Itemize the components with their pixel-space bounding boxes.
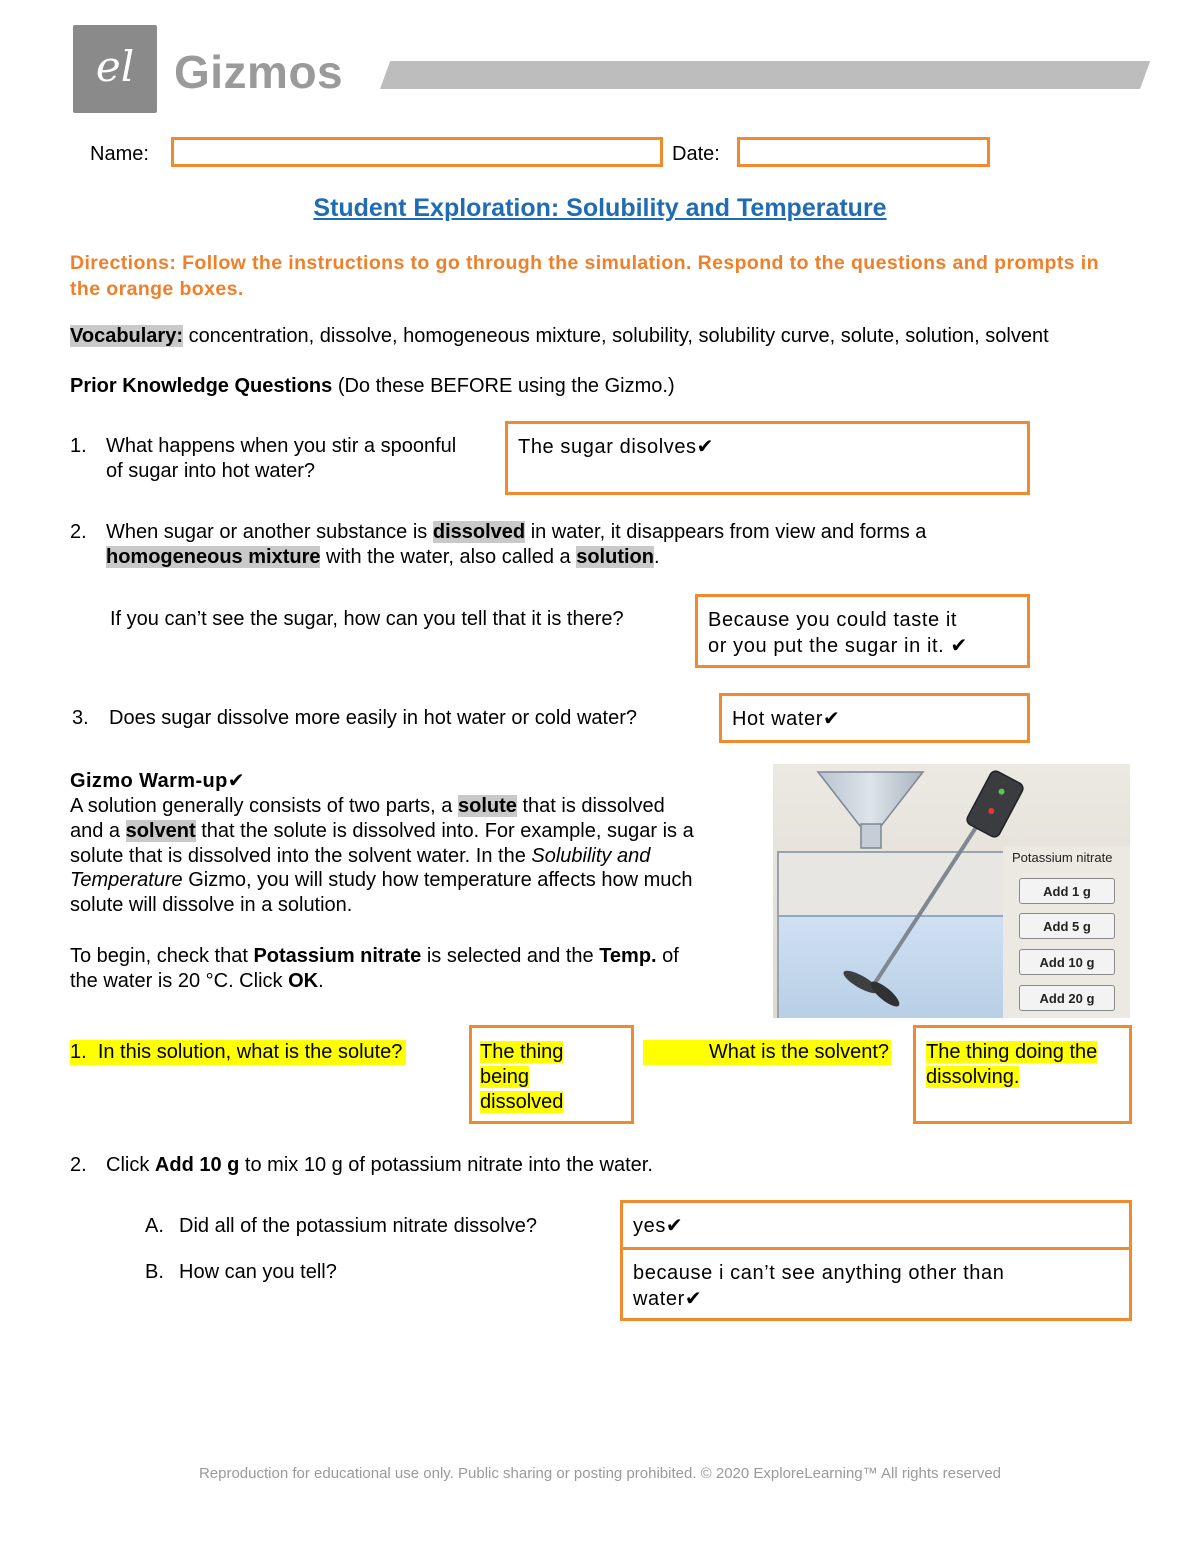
warmup-q1-answer-box[interactable] <box>469 1025 634 1124</box>
warmup-heading: Gizmo Warm-up✔ <box>70 770 245 792</box>
logo-glyph: el <box>95 42 135 91</box>
gizmos-brand: Gizmos <box>174 46 344 98</box>
warmup-p1-gizmo-title-a: Solubility and <box>531 844 651 867</box>
warmup-p2-c: is selected and the <box>426 945 594 967</box>
warmup-q1-line <box>70 1040 406 1065</box>
header-bar <box>380 61 1150 89</box>
pk-q3-text: Does sugar dissolve more easily in hot water or cold water? <box>109 707 638 729</box>
pk-q1-number: 1. <box>70 435 87 457</box>
prior-knowledge-heading <box>70 374 675 399</box>
warmup-q1-text: In this solution, what is the solute? <box>97 1041 403 1063</box>
warmup-qa-text: Did all of the potassium nitrate dissolve? <box>179 1215 537 1237</box>
warmup-p1-j: Gizmo, you will study how temperature affects how much <box>188 869 693 892</box>
pk-q2-term-dissolved: dissolved <box>432 521 526 543</box>
warmup-qb-answer <box>623 1250 1129 1312</box>
warmup-qb-text: How can you tell? <box>179 1261 337 1283</box>
vocabulary-terms: concentration, dissolve, homogeneous mixture, solubility, solubility curve, solute, solution, solvent <box>188 325 1049 347</box>
warmup-p2-potassium-nitrate: Potassium nitrate <box>253 945 422 967</box>
warmup-q2-number: 2. <box>70 1154 87 1176</box>
pk-q2-answer-box[interactable] <box>695 594 1030 668</box>
pk-q2-period: . <box>653 546 660 568</box>
warmup-qb-answer-box[interactable] <box>620 1247 1132 1321</box>
vocabulary-line <box>70 324 1150 349</box>
warmup-qa-answer: yes✔ <box>633 1215 684 1237</box>
pk-q3-number: 3. <box>72 707 89 729</box>
warmup-q1-answer-line1: The thing <box>480 1041 564 1063</box>
pk-q1-line2: of sugar into hot water? <box>106 460 316 482</box>
warmup-q1b-answer <box>916 1028 1129 1090</box>
pk-q2-term-solution: solution <box>576 546 654 568</box>
pk-q1-answer-box[interactable] <box>505 421 1030 495</box>
add-5g-button[interactable]: Add 5 g <box>1019 913 1115 939</box>
add-1g-button[interactable]: Add 1 g <box>1019 878 1115 904</box>
warmup-q1-answer <box>472 1028 631 1115</box>
add-20g-button[interactable]: Add 20 g <box>1019 985 1115 1011</box>
warmup-q1b-text: What is the solvent? <box>643 1040 891 1065</box>
pk-q2-text <box>106 520 1106 570</box>
gizmo-screenshot <box>773 764 1130 1018</box>
pk-q3-answer: Hot water✔ <box>732 708 841 730</box>
warmup-q2-text <box>106 1153 1006 1178</box>
warmup-paragraph-1 <box>70 794 760 918</box>
warmup-p1-k: solute will dissolve in a solution. <box>70 894 353 917</box>
pk-q2-part-c: in water, it disappears from view and forms a <box>530 521 927 543</box>
prior-knowledge-note: (Do these BEFORE using the Gizmo.) <box>337 375 675 397</box>
pk-q2-answer <box>698 597 1027 659</box>
warmup-p1-d: and a <box>70 819 121 842</box>
warmup-q1b-answer-box[interactable] <box>913 1025 1132 1124</box>
explorelearning-logo <box>73 25 157 113</box>
pk-q3-answer-box[interactable] <box>719 693 1030 743</box>
warmup-p2-a: To begin, check that <box>70 945 248 967</box>
warmup-qb-answer-line1: because i can’t see anything other than <box>633 1262 1005 1284</box>
warmup-p2-period: . <box>318 969 324 992</box>
pk-q1-text <box>106 434 506 484</box>
directions-text: Directions: Follow the instructions to go through the simulation. Respond to the questions and prompts in the orange boxes. <box>70 252 1099 300</box>
warmup-q2-a: Click <box>106 1154 150 1176</box>
warmup-qa-answer-box[interactable] <box>620 1200 1132 1250</box>
warmup-p2-f: the water is 20 °C. Click <box>70 969 283 992</box>
warmup-term-solute: solute <box>457 795 517 817</box>
name-field[interactable] <box>171 137 663 167</box>
warmup-qb-letter: B. <box>145 1261 164 1283</box>
warmup-p1-c: that is dissolved <box>522 795 665 817</box>
copyright-footer: Reproduction for educational use only. Public sharing or posting prohibited. © 2020 ExploreLearning™ All rights reserved <box>198 1465 1002 1482</box>
warmup-qa-letter: A. <box>145 1215 164 1237</box>
pk-q1-line1: What happens when you stir a spoonful <box>106 435 457 457</box>
warmup-qb-answer-line2: water✔ <box>633 1288 703 1310</box>
warmup-q2-add10g: Add 10 g <box>154 1154 240 1176</box>
pk-q2-number: 2. <box>70 521 87 543</box>
gizmo-panel-label: Potassium nitrate <box>1012 850 1113 865</box>
pk-q2-term-homogeneous: homogeneous mixture <box>106 546 321 568</box>
pk-q2-part-a: When sugar or another substance is <box>106 521 428 543</box>
warmup-p2-temp: Temp. <box>599 945 657 967</box>
warmup-p2-e: of <box>662 945 679 967</box>
warmup-p1-g: solute that is dissolved into the solvent water. In the <box>70 844 526 867</box>
page-title: Student Exploration: Solubility and Temperature <box>313 194 887 222</box>
pk-q2-part-e: with the water, also called a <box>326 546 571 568</box>
warmup-q1b-answer-line1: The thing doing the <box>926 1041 1098 1063</box>
date-field[interactable] <box>737 137 990 167</box>
date-label: Date: <box>672 143 720 165</box>
warmup-q1-number: 1. <box>70 1041 87 1063</box>
warmup-p1-gizmo-title-b: Temperature <box>70 869 183 892</box>
pk-q2-prompt: If you can’t see the sugar, how can you tell that it is there? <box>110 608 624 630</box>
warmup-paragraph-2 <box>70 944 760 994</box>
pk-q1-answer: The sugar disolves✔ <box>518 436 715 458</box>
warmup-p1-a: A solution generally consists of two parts, a <box>70 795 453 817</box>
add-10g-button[interactable]: Add 10 g <box>1019 949 1115 975</box>
warmup-q1-answer-line2: being <box>480 1066 529 1088</box>
pk-q2-answer-line1: Because you could taste it <box>708 609 958 631</box>
warmup-q2-c: to mix 10 g of potassium nitrate into the water. <box>244 1154 653 1176</box>
warmup-q1-answer-line3: dissolved <box>480 1091 564 1113</box>
warmup-q1b-answer-line2: dissolving. <box>926 1066 1020 1088</box>
warmup-p1-f: that the solute is dissolved into. For example, sugar is a <box>201 819 694 842</box>
vocabulary-label: Vocabulary: <box>70 325 183 347</box>
warmup-term-solvent: solvent <box>125 819 196 842</box>
pk-q2-answer-line2: or you put the sugar in it. ✔ <box>708 635 968 657</box>
prior-knowledge-title: Prior Knowledge Questions <box>70 375 333 397</box>
warmup-p2-ok: OK <box>288 969 319 992</box>
name-label: Name: <box>90 143 149 165</box>
